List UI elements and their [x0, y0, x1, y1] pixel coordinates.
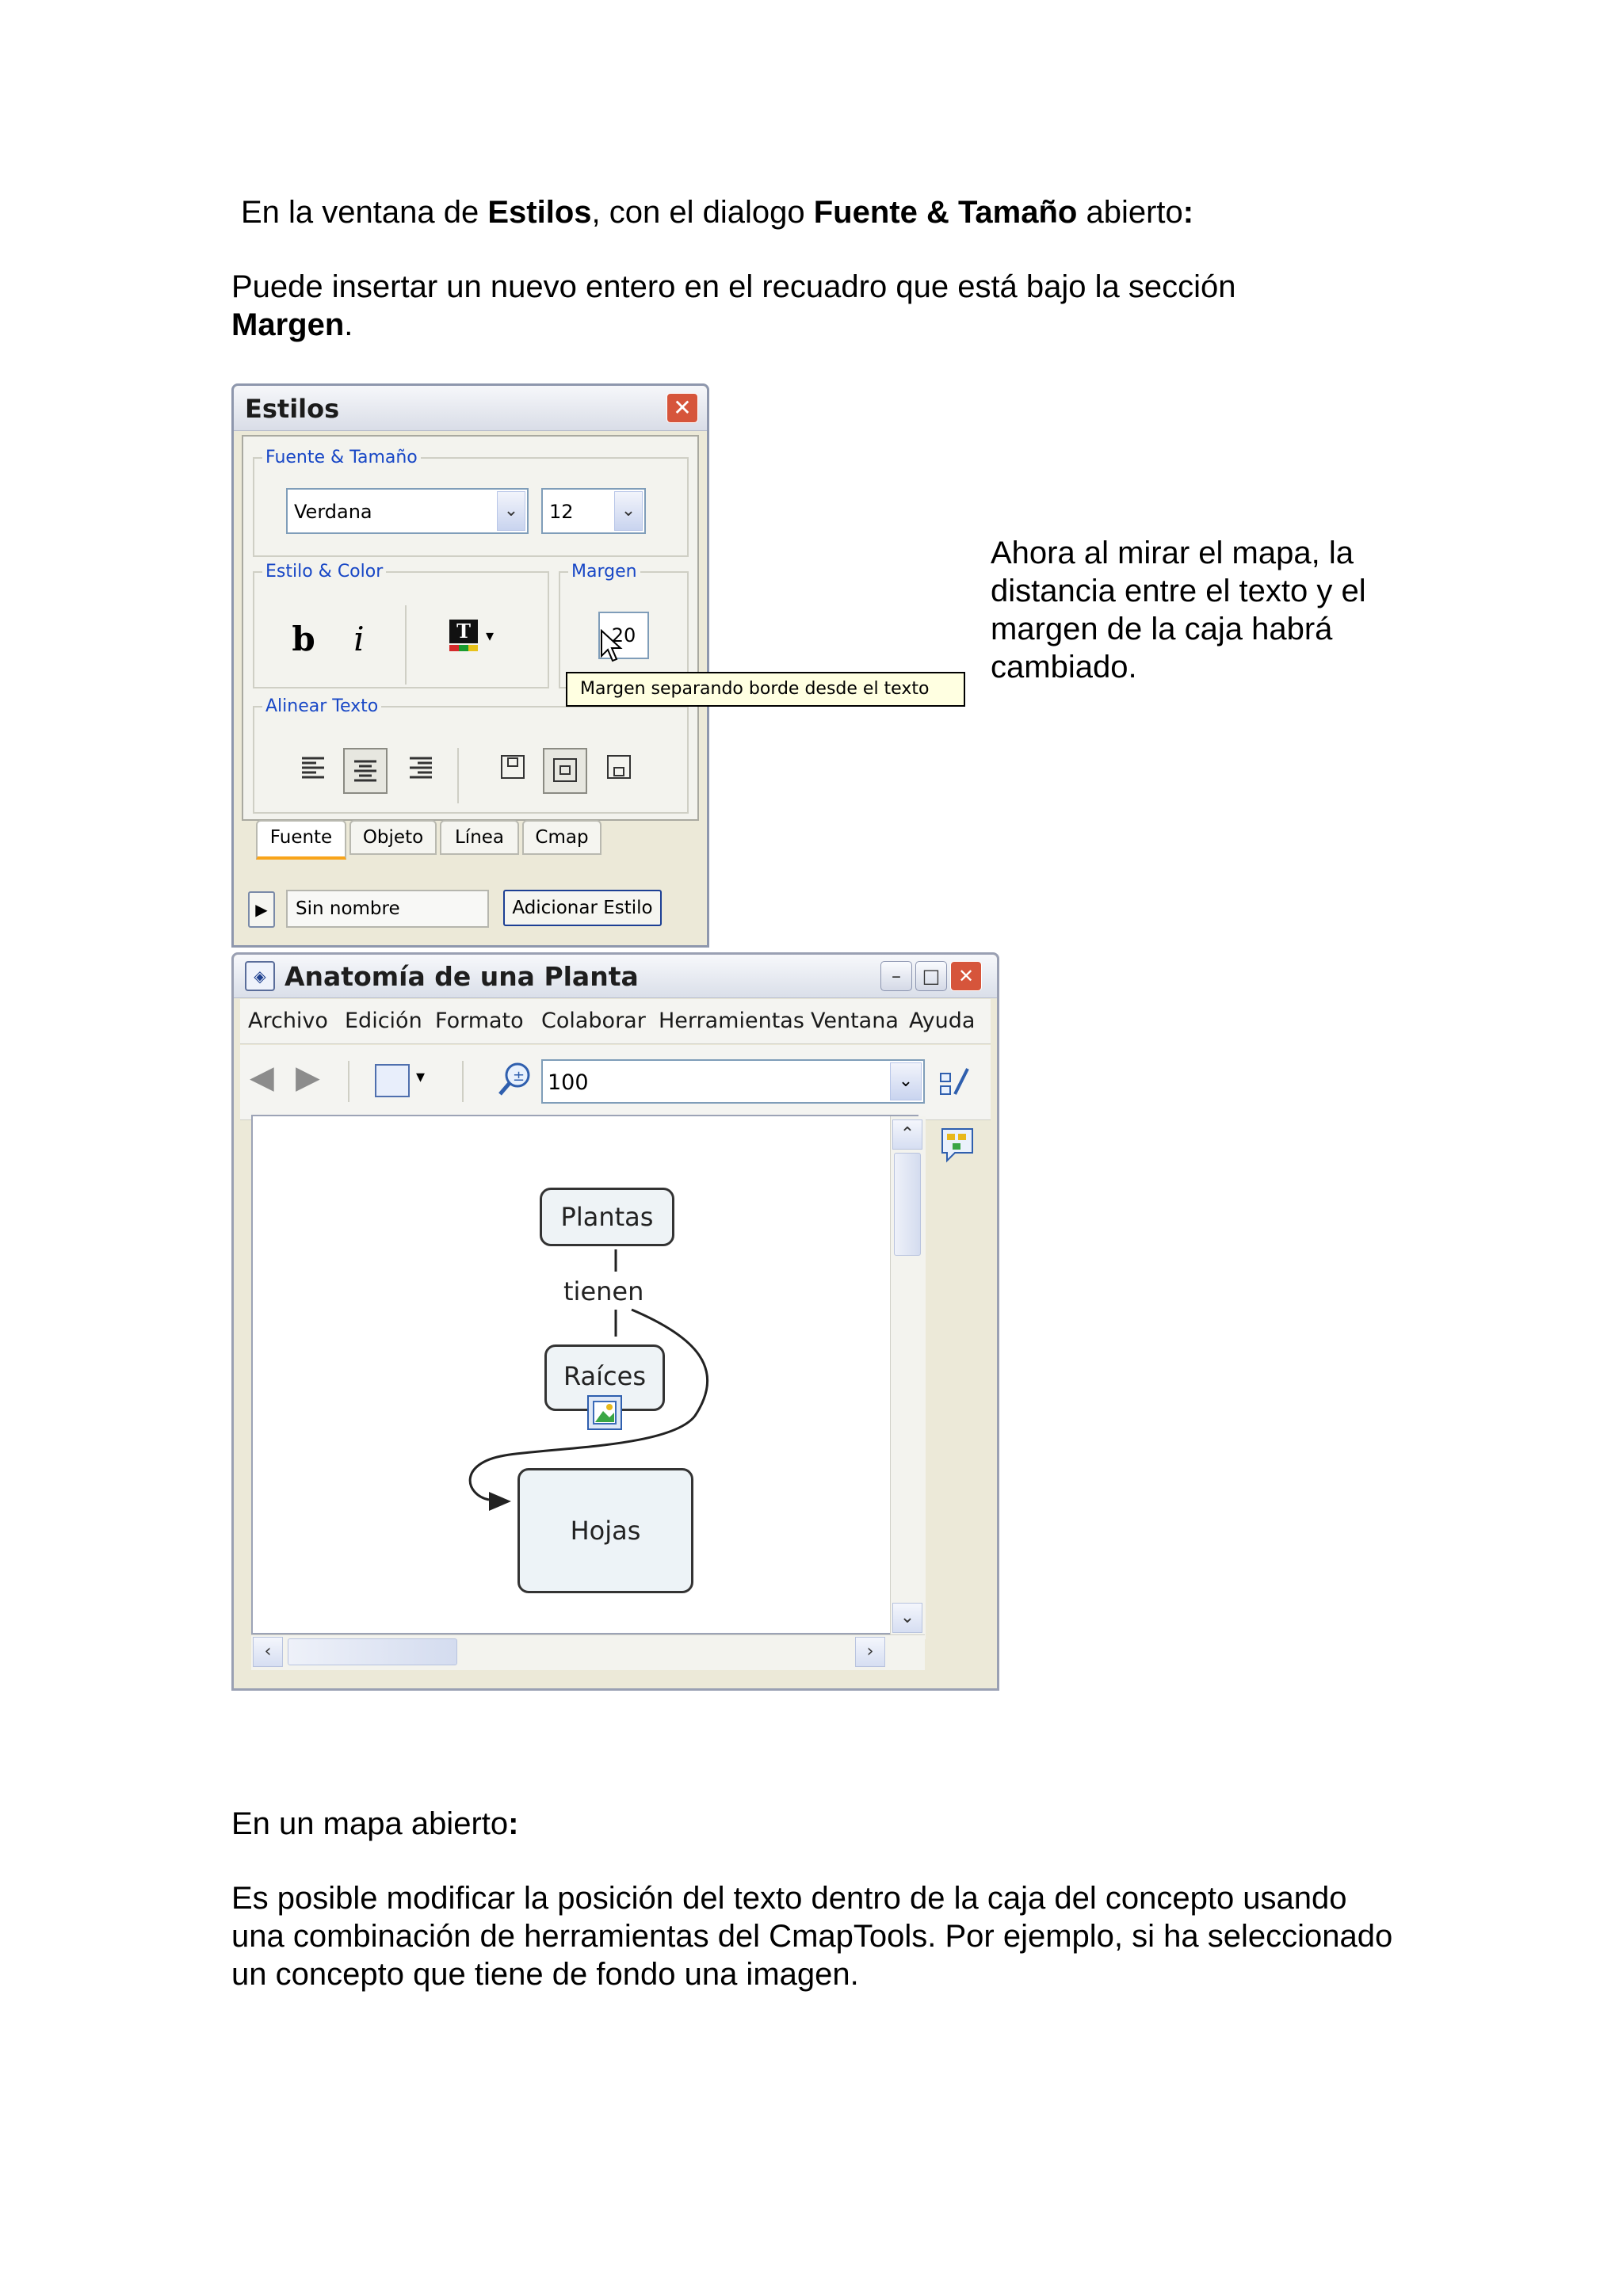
intro-text: Puede insertar un nuevo entero en el recuadro que está bajo la sección	[231, 269, 1236, 304]
concept-raices[interactable]: Raíces	[544, 1344, 665, 1411]
chevron-down-icon[interactable]: ▾	[416, 1067, 426, 1087]
close-button[interactable]: ✕	[950, 961, 982, 991]
tab-linea[interactable]: Línea	[440, 820, 519, 855]
style-color-group-label: Estilo & Color	[265, 562, 384, 582]
estilos-panel	[242, 435, 699, 821]
tab-objeto[interactable]: Objeto	[349, 820, 437, 855]
tab-cmap[interactable]: Cmap	[522, 820, 601, 855]
toolbar	[240, 1045, 991, 1120]
outro-text: En un mapa abierto	[231, 1806, 509, 1841]
margin-input[interactable]: 20	[598, 612, 649, 659]
italic-button[interactable]: i	[353, 620, 365, 658]
estilos-title: Estilos	[245, 394, 340, 424]
map-title: Anatomía de una Planta	[285, 961, 639, 992]
style-name-input[interactable]: Sin nombre	[286, 890, 489, 928]
menu-edicion[interactable]: Edición	[345, 1009, 422, 1033]
forward-arrow-icon[interactable]: ▶	[296, 1059, 320, 1096]
side-note: Ahora al mirar el mapa, la distancia entre el texto y el margen de la caja habrá cambiado.	[991, 536, 1366, 685]
outro-colon: :	[508, 1806, 519, 1841]
menu-ayuda[interactable]: Ayuda	[909, 1009, 976, 1033]
collaboration-icon[interactable]	[939, 1126, 976, 1164]
close-button[interactable]: ✕	[666, 393, 698, 423]
valign-top-button[interactable]	[492, 751, 533, 792]
vertical-scrollbar[interactable]	[890, 1116, 926, 1639]
intro-line-1	[241, 193, 1193, 231]
estilos-titlebar	[234, 386, 707, 431]
svg-text:±: ±	[513, 1068, 525, 1085]
style-name-row	[242, 890, 701, 929]
estilos-window	[231, 383, 709, 948]
align-text-group	[253, 696, 689, 814]
zoom-icon[interactable]	[495, 1059, 533, 1100]
scroll-thumb[interactable]	[288, 1638, 457, 1665]
font-size-group-label: Fuente & Tamaño	[265, 448, 418, 467]
play-icon[interactable]: ▶	[248, 891, 275, 928]
intro-bold-estilos: Estilos	[487, 195, 592, 230]
menu-formato[interactable]: Formato	[435, 1009, 524, 1033]
scroll-thumb[interactable]	[894, 1153, 921, 1256]
font-family-select[interactable]	[286, 488, 529, 534]
edit-map-icon[interactable]	[938, 1062, 974, 1099]
chevron-down-icon[interactable]: ⌄	[497, 491, 525, 531]
cmap-app-icon: ◈	[245, 961, 275, 991]
outro-paragraph: Es posible modificar la posición del texto dentro de la caja del concepto usando una combinación de herramientas del CmapTools. Por ejemplo, si ha seleccionado un concepto que tiene de fondo una imagen.	[231, 1881, 1393, 1992]
minimize-button[interactable]: –	[880, 961, 912, 991]
intro-colon: :	[1182, 195, 1194, 230]
zoom-select[interactable]	[541, 1059, 925, 1104]
scroll-up-icon[interactable]: ⌃	[892, 1119, 922, 1150]
menu-colaborar[interactable]: Colaborar	[541, 1009, 646, 1033]
margin-group	[559, 562, 689, 688]
scroll-right-icon[interactable]: ›	[855, 1637, 885, 1667]
intro-text: .	[344, 307, 353, 342]
valign-bottom-button[interactable]	[598, 751, 640, 792]
cursor-icon	[600, 629, 624, 664]
divider	[457, 748, 459, 803]
chevron-down-icon[interactable]: ⌄	[890, 1062, 922, 1100]
menu-bar	[240, 999, 991, 1044]
intro-bold-fuente: Fuente & Tamaño	[813, 195, 1078, 230]
text-color-icon[interactable]: T	[449, 620, 481, 654]
map-titlebar	[234, 955, 997, 998]
chevron-down-icon[interactable]: ⌄	[614, 491, 643, 531]
scroll-left-icon[interactable]: ‹	[253, 1637, 283, 1667]
divider	[348, 1061, 349, 1102]
intro-text: En la ventana de	[241, 195, 488, 230]
font-size-select[interactable]	[541, 488, 646, 534]
intro-line-2	[231, 268, 1404, 344]
valign-top-icon	[497, 751, 529, 783]
scroll-down-icon[interactable]: ⌄	[892, 1603, 922, 1633]
intro-bold-margen: Margen	[231, 307, 345, 342]
divider	[462, 1061, 464, 1102]
menu-herramientas[interactable]: Herramientas	[659, 1009, 804, 1033]
concept-plantas[interactable]: Plantas	[540, 1188, 674, 1246]
margin-group-label: Margen	[571, 562, 637, 582]
align-right-icon	[405, 751, 437, 783]
maximize-button[interactable]: □	[915, 961, 947, 991]
tab-fuente[interactable]: Fuente	[256, 820, 346, 860]
back-arrow-icon[interactable]: ◀	[250, 1059, 274, 1096]
intro-text: abierto	[1077, 195, 1183, 230]
concept-hojas[interactable]: Hojas	[517, 1468, 693, 1593]
align-left-button[interactable]	[292, 751, 334, 792]
divider	[405, 605, 407, 685]
font-size-value: 12	[549, 501, 574, 523]
views-icon[interactable]	[375, 1064, 410, 1097]
align-center-icon	[349, 754, 381, 786]
align-right-button[interactable]	[400, 751, 441, 792]
menu-ventana[interactable]: Ventana	[811, 1009, 899, 1033]
chevron-down-icon[interactable]: ▾	[486, 626, 495, 645]
valign-middle-icon	[549, 754, 581, 786]
font-family-value: Verdana	[294, 501, 372, 523]
link-phrase-tienen[interactable]: tienen	[563, 1276, 644, 1306]
valign-middle-button[interactable]	[543, 748, 587, 794]
margin-tooltip: Margen separando borde desde el texto	[566, 672, 965, 707]
align-left-icon	[297, 751, 329, 783]
menu-archivo[interactable]: Archivo	[248, 1009, 328, 1033]
align-text-group-label: Alinear Texto	[265, 696, 379, 716]
align-center-button[interactable]	[343, 748, 388, 794]
outro-line-1	[231, 1805, 518, 1843]
zoom-value: 100	[548, 1070, 589, 1095]
image-icon[interactable]	[587, 1395, 622, 1430]
font-size-group	[253, 448, 689, 557]
intro-text: , con el dialogo	[591, 195, 814, 230]
map-window	[231, 952, 999, 1691]
style-color-group	[253, 562, 549, 688]
add-style-button[interactable]: Adicionar Estilo	[503, 890, 662, 926]
horizontal-scrollbar[interactable]	[251, 1634, 925, 1670]
bold-button[interactable]: b	[292, 620, 315, 658]
valign-bottom-icon	[603, 751, 635, 783]
